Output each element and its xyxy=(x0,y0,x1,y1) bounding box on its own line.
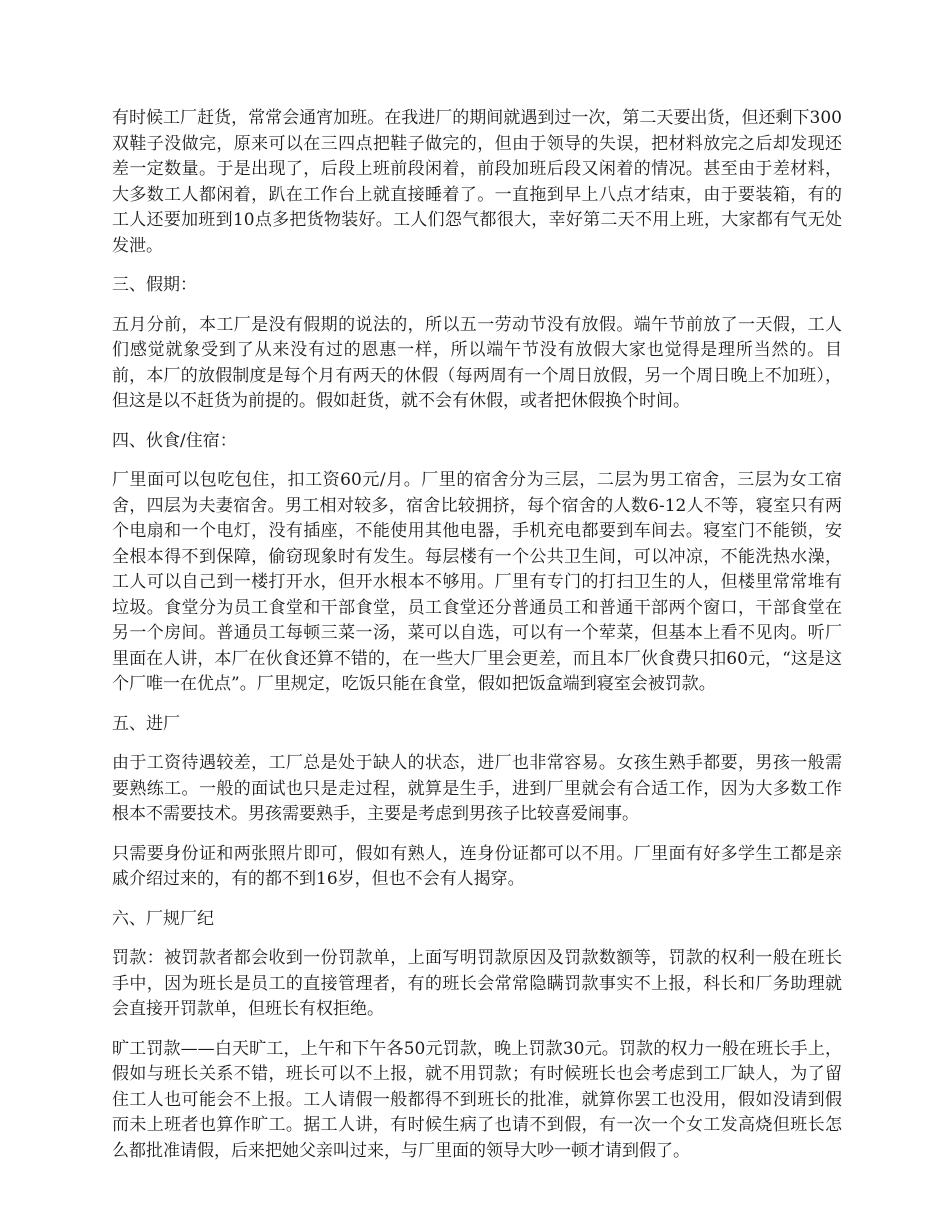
paragraph-holidays: 五月分前，本工厂是没有假期的说法的，所以五一劳动节没有放假。端午节前放了一天假，工人们感觉就象受到了从来没有过的恩惠一样，所以端午节没有放假大家也觉得是理所当然的。目前，本厂的放假制度是每个月有两天的休假（每两周有一个周日放假，另一个周日晚上不加班），但这是以不赶货为前提的。假如赶货，就不会有休假，或者把休假换个时间。 xyxy=(112,314,842,411)
paragraph-overtime: 有时候工厂赶货，常常会通宵加班。在我进厂的期间就遇到过一次，第二天要出货，但还剩下300双鞋子没做完，原来可以在三四点把鞋子做完的，但由于领导的失误，把材料放完之后却发现还差一定数量。于是出现了，后段上班前段闲着，前段加班后段又闲着的情况。甚至由于差材料，大多数工人都闲着，趴在工作台上就直接睡着了。一直拖到早上八点才结束，由于要装箱，有的工人还要加班到10点多把货物装好。工人们怨气都很大，幸好第二天不用上班，大家都有气无处发泄。 xyxy=(112,108,842,256)
section-heading-holidays: 三、假期： xyxy=(112,275,197,295)
document-page xyxy=(112,106,842,1178)
paragraph-absence-fines: 旷工罚款——白天旷工，上午和下午各50元罚款，晚上罚款30元。罚款的权力一般在班长手上，假如与班长关系不错，班长可以不上报，就不用罚款；有时候班长也会考虑到工厂缺人，为了留住工人也可能会不上报。工人请假一般都得不到班长的批准，就算你罢工也没用，假如没请到假而未上班者也算作旷工。据工人讲，有时候生病了也请不到假，有一次一个女工发高烧但班长怎么都批准请假，后来把她父亲叫过来，与厂里面的领导大吵一顿才请到假了。 xyxy=(112,1038,842,1161)
paragraph-fines: 罚款：被罚款者都会收到一份罚款单，上面写明罚款原因及罚款数额等，罚款的权利一般在班长手中，因为班长是员工的直接管理者，有的班长会常常隐瞒罚款事实不上报，科长和厂务助理就会直接开罚款单，但班长有权拒绝。 xyxy=(112,948,842,1019)
section-heading-food-lodging: 四、伙食/住宿： xyxy=(112,430,237,451)
paragraph-food-lodging: 厂里面可以包吃包住，扣工资60元/月。厂里的宿舍分为三层，二层为男工宿舍，三层为女工宿舍，四层为夫妻宿舍。男工相对较多，宿舍比较拥挤，每个宿舍的人数6-12人不等，寝室只有两个电扇和一个电灯，没有插座，不能使用其他电器，手机充电都要到车间去。寝室门不能锁，安全根本得不到保障，偷窃现象时有发生。每层楼有一个公共卫生间，可以冲凉，不能洗热水澡，工人可以自己到一楼打开水，但开水根本不够用。厂里有专门的打扫卫生的人，但楼里常常堆有垃圾。食堂分为员工食堂和干部食堂，员工食堂还分普通员工和普通干部两个窗口，干部食堂在另一个房间。普通员工每顿三菜一汤，菜可以自选，可以有一个荤菜，但基本上看不见肉。听厂里面在人讲，本厂在伙食还算不错的，在一些大厂里会更差，而且本厂伙食费只扣60元，“这是这个厂唯一在优点”。厂里规定，吃饭只能在食堂，假如把饭盒端到寝室会被罚款。 xyxy=(112,470,842,694)
paragraph-hiring-documents: 只需要身份证和两张照片即可，假如有熟人，连身份证都可以不用。厂里面有好多学生工都是亲戚介绍过来的，有的都不到16岁，但也不会有人揭穿。 xyxy=(112,843,842,889)
paragraph-hiring: 由于工资待遇较差，工厂总是处于缺人的状态，进厂也非常容易。女孩生熟手都要，男孩一般需要熟练工。一般的面试也只是走过程，就算是生手，进到厂里就会有合适工作，因为大多数工作根本不需要技术。男孩需要熟手，主要是考虑到男孩子比较喜爱闹事。 xyxy=(112,753,842,824)
section-heading-hiring: 五、进厂 xyxy=(112,713,180,734)
section-heading-rules: 六、厂规厂纪 xyxy=(112,908,214,929)
